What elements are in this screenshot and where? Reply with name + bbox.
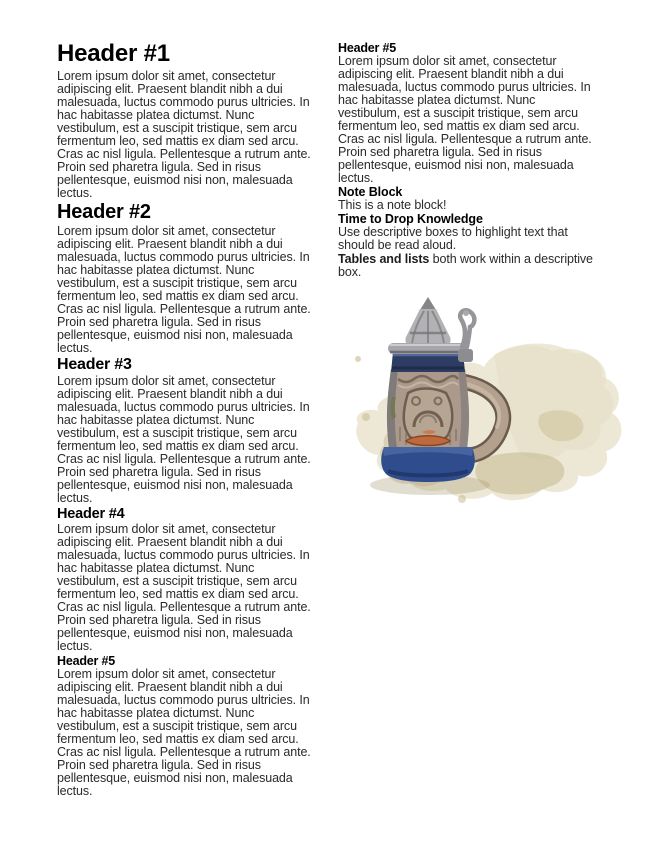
section-header-5-right: [338, 41, 593, 185]
knowledge-text: Use descriptive boxes to highlight text that should be read aloud.: [338, 225, 568, 252]
two-column-layout: [57, 40, 652, 799]
section-header-3: [57, 356, 312, 505]
body-paragraph: Lorem ipsum dolor sit amet, consectetur adipiscing elit. Praesent blandit nibh a dui malesuada, luctus commodo purus ultricies. In hac habitasse platea dictumst. Nunc vestibulum, est a suscipit tristique, sem arcu fermentum leo, sed mattis ex diam sed arcu. Cras ac nisl ligula. Pellentesque a rutrum ante. Proin sed pharetra ligula. Sed in risus pellentesque, euismod nisi non, malesuada lectus.: [57, 224, 311, 355]
knowledge-label: Time to Drop Knowledge: [338, 212, 483, 226]
stein-lid: [388, 297, 468, 354]
tables-lists-rest: both work within a descriptive box.: [338, 252, 593, 279]
stein-base: [381, 447, 475, 482]
heading-level-5: Header #5: [338, 41, 396, 55]
section-header-2: [57, 201, 312, 355]
stein-illustration-block: [344, 295, 629, 503]
stein-top-band: [391, 352, 465, 372]
heading-level-4: Header #4: [57, 506, 125, 522]
body-paragraph: Lorem ipsum dolor sit amet, consectetur adipiscing elit. Praesent blandit nibh a dui malesuada, luctus commodo purus ultricies. In hac habitasse platea dictumst. Nunc vestibulum, est a suscipit tristique, sem arcu fermentum leo, sed mattis ex diam sed arcu. Cras ac nisl ligula. Pellentesque a rutrum ante. Proin sed pharetra ligula. Sed in risus pellentesque, euismod nisi non, malesuada lectus.: [57, 374, 311, 505]
body-paragraph: Lorem ipsum dolor sit amet, consectetur adipiscing elit. Praesent blandit nibh a dui malesuada, luctus commodo purus ultricies. In hac habitasse platea dictumst. Nunc vestibulum, est a suscipit tristique, sem arcu fermentum leo, sed mattis ex diam sed arcu. Cras ac nisl ligula. Pellentesque a rutrum ante. Proin sed pharetra ligula. Sed in risus pellentesque, euismod nisi non, malesuada lectus.: [57, 667, 311, 798]
left-column: [57, 40, 312, 799]
body-paragraph: Lorem ipsum dolor sit amet, consectetur adipiscing elit. Praesent blandit nibh a dui malesuada, luctus commodo purus ultricies. In hac habitasse platea dictumst. Nunc vestibulum, est a suscipit tristique, sem arcu fermentum leo, sed mattis ex diam sed arcu. Cras ac nisl ligula. Pellentesque a rutrum ante. Proin sed pharetra ligula. Sed in risus pellentesque, euismod nisi non, malesuada lectus.: [338, 54, 592, 185]
section-header-5: [57, 654, 312, 798]
right-column: [338, 40, 593, 799]
heading-level-5: Header #5: [57, 654, 115, 668]
heading-level-1: Header #1: [57, 40, 170, 67]
note-block-label: Note Block: [338, 185, 403, 199]
section-header-4: [57, 506, 312, 653]
heading-level-2: Header #2: [57, 201, 151, 223]
heading-level-3: Header #3: [57, 356, 132, 373]
body-paragraph: Lorem ipsum dolor sit amet, consectetur adipiscing elit. Praesent blandit nibh a dui malesuada, luctus commodo purus ultricies. In hac habitasse platea dictumst. Nunc vestibulum, est a suscipit tristique, sem arcu fermentum leo, sed mattis ex diam sed arcu. Cras ac nisl ligula. Pellentesque a rutrum ante. Proin sed pharetra ligula. Sed in risus pellentesque, euismod nisi non, malesuada lectus.: [57, 522, 311, 653]
body-paragraph: Lorem ipsum dolor sit amet, consectetur adipiscing elit. Praesent blandit nibh a dui malesuada, luctus commodo purus ultricies. In hac habitasse platea dictumst. Nunc vestibulum, est a suscipit tristique, sem arcu fermentum leo, sed mattis ex diam sed arcu. Cras ac nisl ligula. Pellentesque a rutrum ante. Proin sed pharetra ligula. Sed in risus pellentesque, euismod nisi non, malesuada lectus.: [57, 69, 311, 200]
tables-lists-bold: Tables and lists: [338, 252, 430, 266]
beer-stein-watercolor-image: [344, 295, 629, 503]
stein-body: [387, 369, 469, 449]
section-header-1: [57, 40, 312, 200]
tables-lists-line: [338, 253, 593, 279]
note-block-text: This is a note block!: [338, 198, 447, 212]
stein-thumb-lever: [458, 310, 474, 362]
